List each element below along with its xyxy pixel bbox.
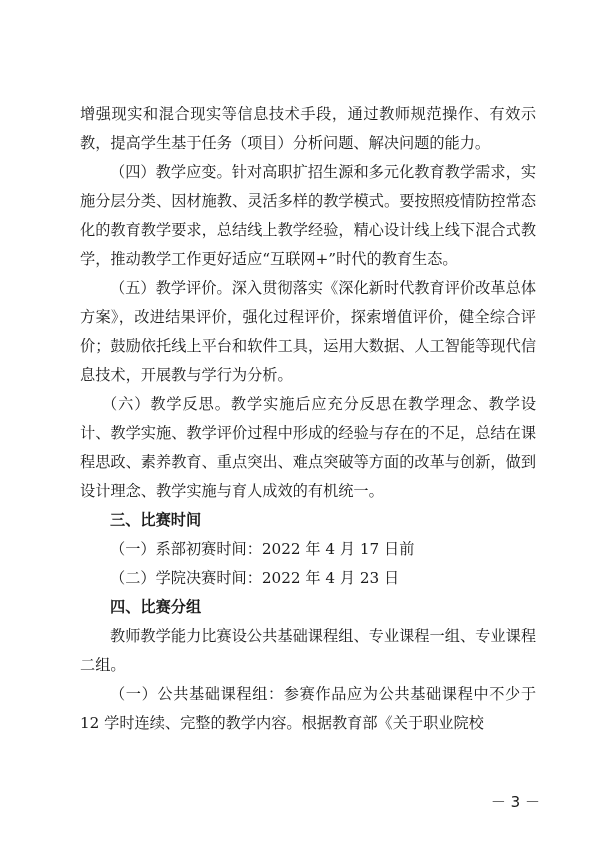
paragraph-continuation: 增强现实和混合现实等信息技术手段，通过教师规范操作、有效示教，提高学生基于任务（项目）分析问题、解决问题的能力。 bbox=[80, 105, 536, 152]
paragraph-teaching-adaptation: （四）教学应变。针对高职扩招生源和多元化教育教学需求，实施分层分类、因材施教、灵活多样的教学模式。要按照疫情防控常态化的教育教学要求，总结线上教学经验，精心设计线上线下混合式教学，推动教学工作更好适应“互联网+”时代的教育生态。 bbox=[80, 163, 536, 268]
paragraph-teaching-evaluation: （五）教学评价。深入贯彻落实《深化新时代教育评价改革总体方案》，改进结果评价，强化过程评价，探索增值评价，健全综合评价；鼓励依托线上平台和软件工具，运用大数据、人工智能等现代信息技术，开展教与学行为分析。 bbox=[80, 279, 536, 384]
document-body bbox=[80, 100, 536, 738]
paragraph-teaching-reflection: （六）教学反思。教学实施后应充分反思在教学理念、教学设计、教学实施、教学评价过程中形成的经验与存在的不足，总结在课程思政、素养教育、重点突出、难点突破等方面的改革与创新，做到设计理念、教学实施与育人成效的有机统一。 bbox=[80, 395, 536, 500]
paragraph-college-final: （二）学院决赛时间：2022 年 4 月 23 日 bbox=[110, 569, 400, 587]
page-number: － 3 － bbox=[490, 793, 540, 811]
section-heading-competition-groups: 四、比赛分组 bbox=[110, 598, 202, 616]
paragraph-groups-overview: 教师教学能力比赛设公共基础课程组、专业课程一组、专业课程二组。 bbox=[80, 627, 536, 674]
section-heading-competition-time: 三、比赛时间 bbox=[110, 511, 202, 529]
paragraph-public-basic-group: （一）公共基础课程组：参赛作品应为公共基础课程中不少于 12 学时连续、完整的教学内容。根据教育部《关于职业院校 bbox=[80, 685, 536, 732]
paragraph-department-preliminary: （一）系部初赛时间：2022 年 4 月 17 日前 bbox=[110, 540, 415, 558]
